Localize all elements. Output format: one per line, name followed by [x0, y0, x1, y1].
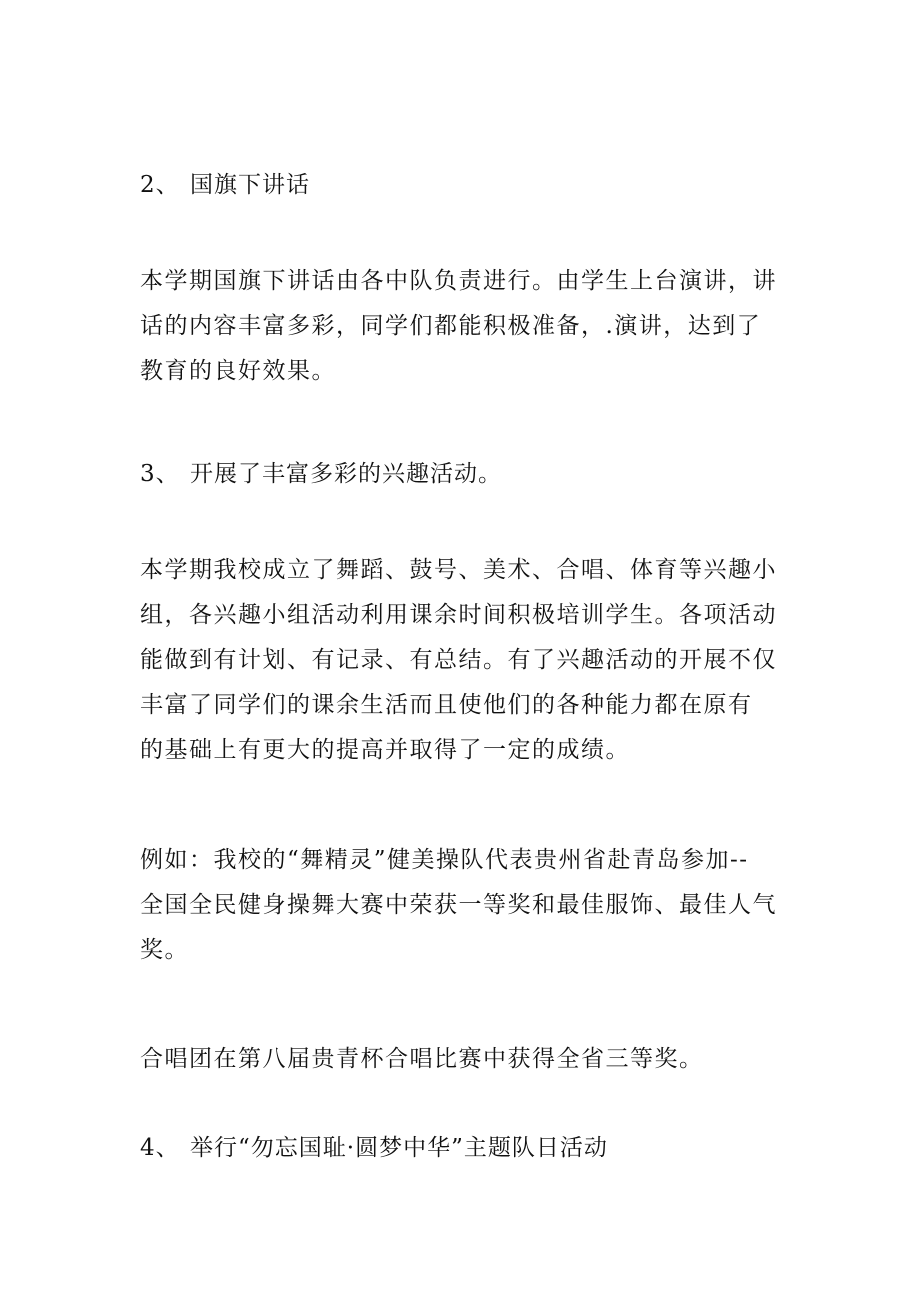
- paragraph-line: 奖。: [140, 937, 189, 963]
- choir-paragraph: [140, 1037, 800, 1082]
- section-2-title: 国旗下讲话: [190, 172, 310, 198]
- paragraph-line: 全国全民健身操舞大赛中荣获一等奖和最佳服饰、最佳人气: [140, 892, 777, 918]
- paragraph-line: 能做到有计划、有记录、有总结。有了兴趣活动的开展不仅: [140, 647, 777, 673]
- paragraph-line: 本学期我校成立了舞蹈、鼓号、美术、合唱、体育等兴趣小: [140, 557, 777, 583]
- section-4-heading: [140, 1132, 608, 1164]
- section-3-title: 开展了丰富多彩的兴趣活动。: [190, 461, 502, 487]
- section-3-heading: [140, 458, 502, 490]
- example-paragraph: [140, 838, 800, 973]
- paragraph-line: 例如：我校的“舞精灵”健美操队代表贵州省赴青岛参加--: [140, 847, 749, 873]
- paragraph-line: 组，各兴趣小组活动利用课余时间积极培训学生。各项活动: [140, 602, 777, 628]
- section-2-number: 2、: [140, 172, 180, 198]
- section-3-number: 3、: [140, 461, 180, 487]
- paragraph-line: 合唱团在第八届贵青杯合唱比赛中获得全省三等奖。: [140, 1046, 704, 1072]
- paragraph-line: 话的内容丰富多彩，同学们都能积极准备，.演讲，达到了: [140, 313, 762, 339]
- paragraph-line: 教育的良好效果。: [140, 358, 336, 384]
- section-3-paragraph: [140, 548, 800, 773]
- section-2-paragraph: [140, 259, 800, 394]
- section-2-heading: [140, 169, 310, 201]
- section-4-title: 举行“勿忘国耻·圆梦中华”主题队日活动: [190, 1135, 608, 1161]
- paragraph-line: 本学期国旗下讲话由各中队负责进行。由学生上台演讲，讲: [140, 268, 777, 294]
- paragraph-line: 的基础上有更大的提高并取得了一定的成绩。: [140, 737, 630, 763]
- paragraph-line: 丰富了同学们的课余生活而且使他们的各种能力都在原有: [140, 692, 753, 718]
- section-4-number: 4、: [140, 1135, 180, 1161]
